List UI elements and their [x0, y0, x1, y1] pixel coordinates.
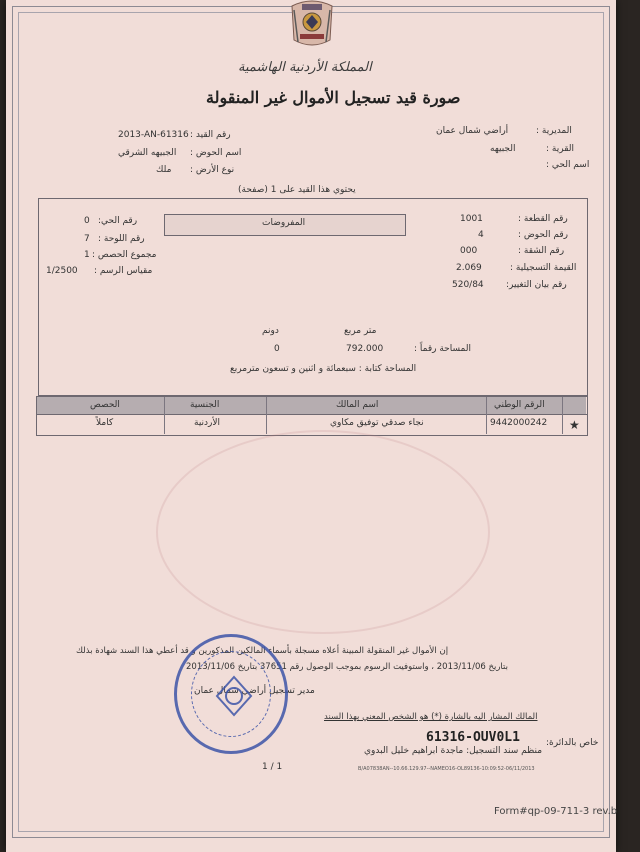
background-watermark [156, 430, 490, 634]
directorate-label: المديرية : [536, 126, 572, 136]
scale-label: مقياس الرسم : [94, 266, 153, 276]
apartment-label: رقم الشقة : [518, 246, 565, 256]
page-note: يحتوي هذا القيد على 1 (صفحة) [238, 185, 356, 195]
parcel-label: رقم القطعة : [518, 214, 568, 224]
reference-code: 61316-OUV0L1 [426, 730, 520, 745]
header-share: الحصص [90, 400, 120, 410]
record-no-value: 2013-AN-61316 [118, 130, 189, 140]
basin-no-label: رقم الحوض : [518, 230, 568, 240]
table-col-divider [562, 397, 563, 434]
area-dunum-value: 0 [274, 344, 280, 354]
change-statement-value: 520/84 [452, 280, 484, 290]
kingdom-heading: المملكة الأردنية الهاشمية [238, 60, 372, 75]
owner-national-id: 9442000242 [490, 418, 548, 428]
table-col-divider [164, 397, 165, 434]
owner-note: المالك المشار اليه بالشارة (*) هو الشخص المعني بهذا السند [324, 712, 538, 722]
director-label: مدير تسجيل أراضي شمال عمان [194, 686, 315, 696]
owner-marker: ★ [569, 418, 580, 432]
area-unit-dunum: دونم [262, 326, 279, 336]
header-national-id: الرقم الوطني [494, 400, 545, 410]
reg-value-value: 2.069 [456, 263, 482, 273]
table-row-divider [37, 414, 587, 415]
area-numeric-label: المساحة رقماً : [414, 344, 471, 354]
document-sheet [6, 0, 616, 852]
certificate-line-2: بتاريخ 2013/11/06 ، واستوفيت الرسوم بموجب الوصول رقم 37651 بتاريخ 2013/11/06 [186, 662, 508, 672]
directorate-value: أراضي شمال عمان [436, 126, 509, 136]
record-no-label: رقم القيد : [190, 130, 231, 140]
district-no-value: 0 [84, 216, 90, 226]
district-no-label: رقم الحي: [98, 216, 138, 226]
village-label: القرية : [546, 144, 574, 154]
shares-total-label: مجموع الحصص : [92, 250, 157, 260]
page-counter: 1 / 1 [262, 762, 283, 772]
owner-name: نجاء صدقي توفيق مكاوي [330, 418, 424, 428]
area-sqm-value: 792.000 [346, 344, 384, 354]
owner-share: كاملاً [96, 418, 114, 428]
header-nationality: الجنسية [190, 400, 220, 410]
organizer-line: منظم سند التسجيل: ماجدة ابراهيم خليل البدوي [364, 746, 543, 756]
land-type-value: ملك [156, 165, 172, 175]
sheet-no-value: 7 [84, 234, 90, 244]
land-type-label: نوع الأرض : [190, 165, 235, 175]
area-written: المساحة كتابة : سبعمائة و اثنين و تسعون مترمربع [230, 364, 417, 374]
form-number: Form#qp-09-711-3 rev.b [494, 806, 618, 817]
document-title: صورة قيد تسجيل الأموال غير المنقولة [206, 88, 461, 107]
basin-no-value: 4 [478, 230, 484, 240]
apartment-value: 000 [460, 246, 478, 256]
table-col-divider [266, 397, 267, 434]
basin-name-label: اسم الحوض : [190, 148, 242, 158]
table-col-divider [486, 397, 487, 434]
coat-of-arms-icon [284, 0, 340, 52]
mortgages-label: المفروضات [262, 218, 306, 228]
village-value: الجبيهه [490, 144, 516, 154]
official-stamp [174, 634, 288, 754]
shares-total-value: 1 [84, 250, 90, 260]
stamp-emblem-icon [211, 673, 257, 719]
reference-label: خاص بالدائرة: [546, 738, 599, 748]
certificate-line-1: إن الأموال غير المنقولة المبينة أعلاه مسجلة بأسماء المالكين المذكورين و قد أعطي هذا السند شهادة بذلك [76, 646, 449, 656]
area-unit-sqm: متر مربع [344, 326, 377, 336]
reg-value-label: القيمة التسجيلية : [510, 263, 577, 273]
scale-value: 1/2500 [46, 266, 78, 276]
change-statement-label: رقم بيان التغيير: [506, 280, 567, 290]
sheet-no-label: رقم اللوحة : [98, 234, 145, 244]
district-label: اسم الحي : [546, 160, 590, 170]
basin-name-value: الجبيهه الشرقي [118, 148, 177, 158]
parcel-value: 1001 [460, 214, 483, 224]
system-line: B/A07838AN--10.66.129.97--NAMEO16-OL89136-10:09:52-06/11/2013 [358, 766, 535, 772]
owner-nationality: الأردنية [194, 418, 221, 428]
header-owner-name: اسم المالك [336, 400, 379, 410]
